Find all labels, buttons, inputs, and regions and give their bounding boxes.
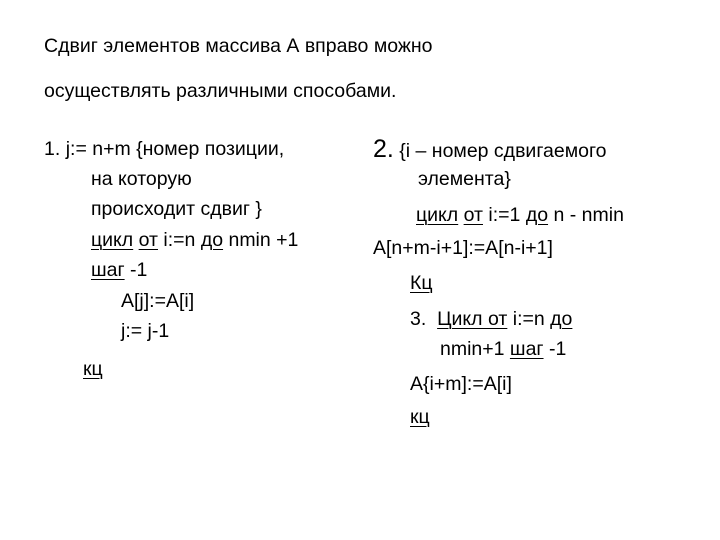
loop-start: i:=1 <box>488 204 521 226</box>
method-1-line-6: A[j]:=A[i] <box>121 290 195 312</box>
method-2-line-1 <box>373 137 606 163</box>
intro-line-2: осуществлять различными способами. <box>44 80 397 102</box>
intro-line-1: Сдвиг элементов массива А вправо можно <box>44 35 433 57</box>
method-3-number: 3. <box>410 308 427 330</box>
method-2-line-5: Кц <box>410 272 433 294</box>
loop-start: i:=n <box>512 308 545 330</box>
method-1-assign: j:= n+m {номер позиции, <box>65 138 285 160</box>
method-3-line-1 <box>410 307 572 331</box>
keyword-cycle: цикл <box>91 229 134 251</box>
keyword-cycle: цикл <box>416 204 459 226</box>
keyword-step: шаг <box>509 338 544 360</box>
method-1-line-5 <box>91 258 147 282</box>
method-1-line-8: кц <box>83 358 103 380</box>
method-2-line-4: A[n+m-i+1]:=A[n-i+1] <box>373 237 553 259</box>
step-value: -1 <box>130 259 148 281</box>
keyword-to: до <box>200 229 224 251</box>
method-3-line-4: кц <box>410 406 430 428</box>
keyword-to: до <box>550 308 573 330</box>
method-1-line-4 <box>91 228 298 252</box>
method-3-line-2 <box>440 337 566 361</box>
method-3-line-3: A{i+m]:=A[i] <box>410 373 512 395</box>
method-2-line-3 <box>416 203 624 227</box>
method-2-number: 2. <box>373 135 394 163</box>
loop-end: nmin +1 <box>228 229 299 251</box>
method-2-comment: {i – номер сдвигаемого <box>399 140 607 162</box>
keyword-from: от <box>138 229 158 251</box>
keyword-step: шаг <box>91 259 125 281</box>
keyword-cycle-from: Цикл от <box>437 308 508 330</box>
method-1-number: 1. <box>44 138 61 160</box>
step-value: -1 <box>548 338 567 360</box>
method-2-line-2: элемента} <box>418 168 511 190</box>
loop-start: i:=n <box>163 229 196 251</box>
keyword-to: до <box>525 204 549 226</box>
method-1-line-3: происходит сдвиг } <box>91 198 262 220</box>
loop-end: n - nmin <box>553 204 624 226</box>
loop-end: nmin+1 <box>440 338 505 360</box>
method-1-line-1 <box>44 137 284 161</box>
method-1-line-7: j:= j-1 <box>121 320 170 342</box>
keyword-from: от <box>463 204 483 226</box>
method-1-line-2: на которую <box>91 168 192 190</box>
